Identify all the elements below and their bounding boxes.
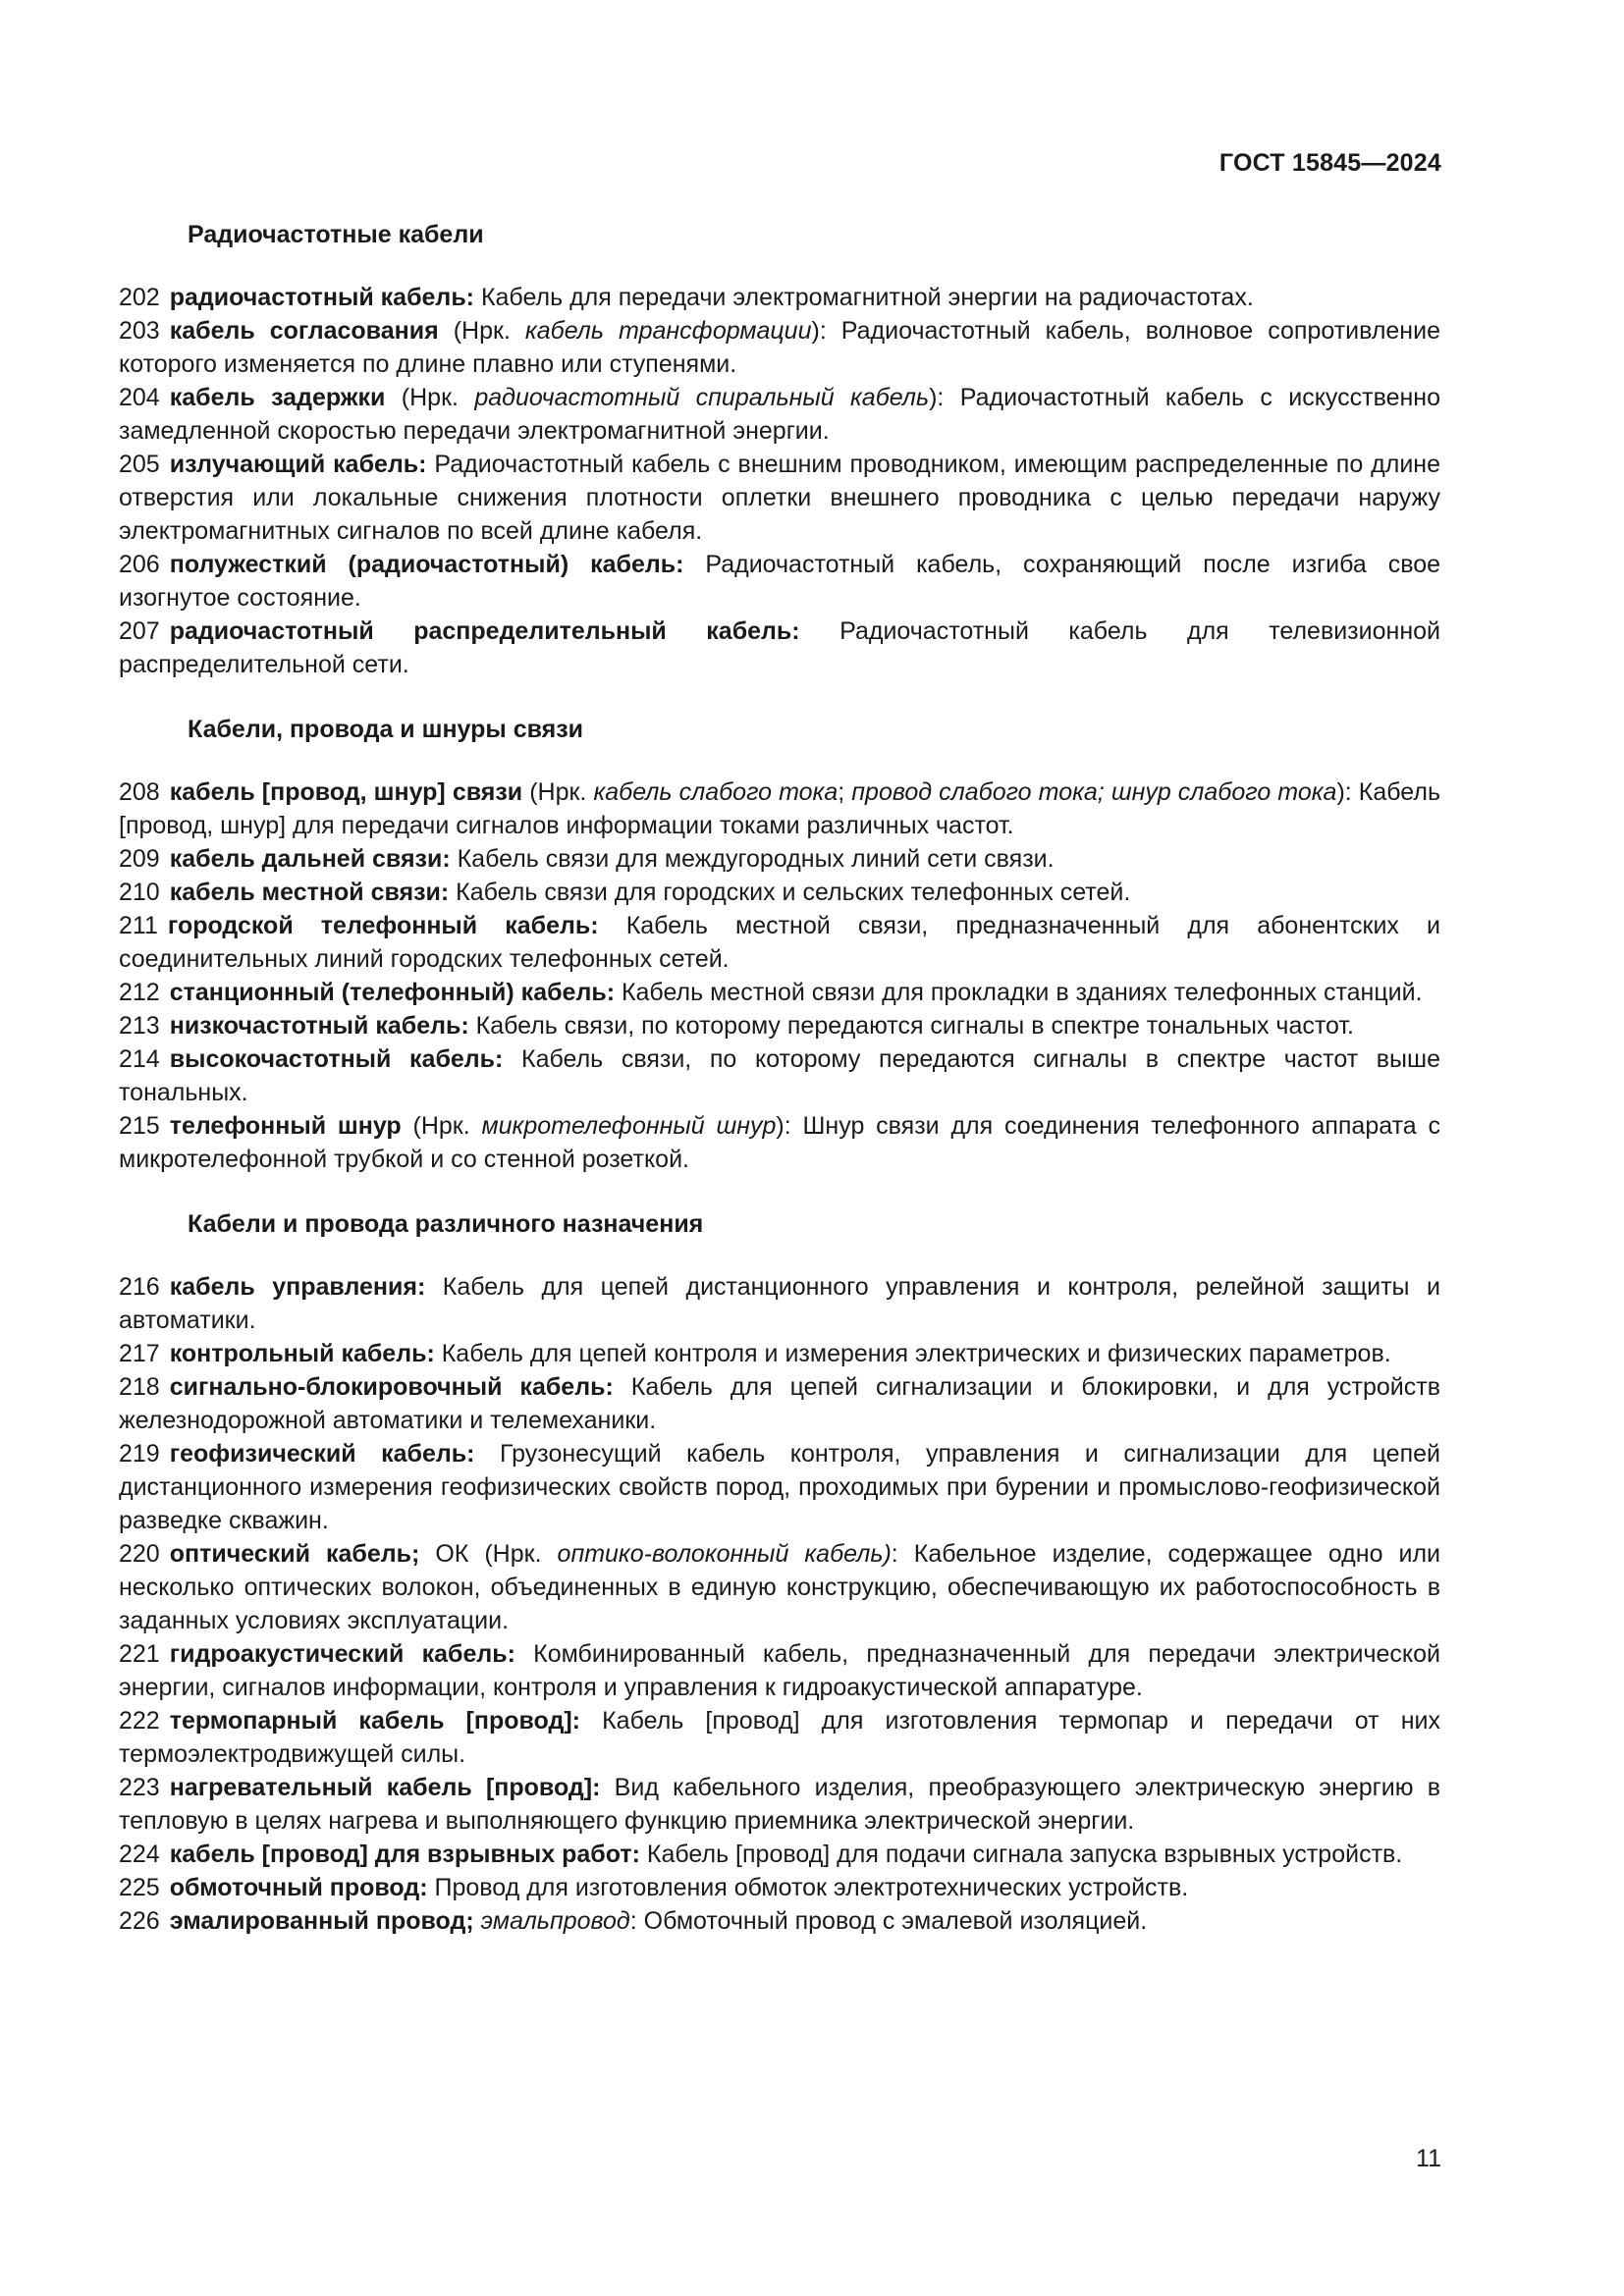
term-entry bbox=[119, 1109, 1440, 1176]
term-name: кабель согласования bbox=[169, 317, 439, 345]
term-text: : Обмоточный провод с эмалевой изоляцией. bbox=[629, 1907, 1148, 1935]
term-number: 213 bbox=[119, 1012, 160, 1040]
term-text: Кабель связи для междугородных линий сети связи. bbox=[450, 845, 1055, 873]
term-number: 205 bbox=[119, 451, 160, 478]
term-name: городской телефонный кабель: bbox=[167, 912, 599, 939]
term-name: станционный (телефонный) кабель: bbox=[169, 979, 616, 1006]
term-synonym: провод слабого тока; шнур слабого тока bbox=[851, 778, 1337, 806]
term-entry bbox=[119, 1537, 1440, 1637]
term-number: 223 bbox=[119, 1774, 160, 1801]
term-entry bbox=[119, 1370, 1440, 1437]
term-number: 220 bbox=[119, 1540, 160, 1568]
term-text: Кабель для цепей контроля и измерения электрических и физических параметров. bbox=[434, 1340, 1391, 1367]
term-entry bbox=[119, 281, 1440, 314]
term-text: ОК (Нрк. bbox=[419, 1540, 558, 1568]
term-name: излучающий кабель: bbox=[169, 451, 427, 478]
term-entry bbox=[119, 448, 1440, 548]
term-text: Кабель [провод] для изготовления термопар и передачи от них термоэлектродвижущей силы. bbox=[119, 1707, 1440, 1768]
term-text: Кабель для передачи электромагнитной энергии на радиочастотах. bbox=[474, 284, 1254, 311]
term-name: контрольный кабель: bbox=[169, 1340, 435, 1367]
term-number: 204 bbox=[119, 384, 160, 411]
term-name: полужесткий (радиочастотный) кабель: bbox=[169, 551, 684, 578]
term-number: 207 bbox=[119, 617, 160, 645]
term-text: ): Радиочастотный кабель, волновое сопротивление которого изменяется по длине плавно или ступенями. bbox=[119, 317, 1440, 378]
term-text: Провод для изготовления обмоток электротехнических устройств. bbox=[427, 1874, 1189, 1901]
term-entry bbox=[119, 1637, 1440, 1704]
term-number: 202 bbox=[119, 284, 160, 311]
term-text: Радиочастотный кабель для телевизионной распределительной сети. bbox=[119, 617, 1440, 678]
term-name: кабель местной связи: bbox=[169, 879, 450, 906]
term-number: 203 bbox=[119, 317, 160, 345]
term-number: 211 bbox=[119, 912, 158, 939]
term-text: Комбинированный кабель, предназначенный для передачи электрической энергии, сигналов информации, контроля и управления к гидроакустической аппаратуре. bbox=[119, 1640, 1440, 1701]
term-number: 224 bbox=[119, 1841, 160, 1868]
term-entry bbox=[119, 1704, 1440, 1771]
term-number: 210 bbox=[119, 879, 160, 906]
term-name: телефонный шнур bbox=[169, 1112, 402, 1140]
term-text: (Нрк. bbox=[522, 778, 594, 806]
term-entry bbox=[119, 1771, 1440, 1838]
term-text: Кабель местной связи для прокладки в зданиях телефонных станций. bbox=[615, 979, 1423, 1006]
term-text: ): Шнур связи для соединения телефонного аппарата с микротелефонной трубкой и со стенной розеткой. bbox=[119, 1112, 1440, 1173]
term-number: 214 bbox=[119, 1045, 160, 1073]
term-entry bbox=[119, 1042, 1440, 1109]
term-text: ): Кабель [провод, шнур] для передачи сигналов информации токами различных частот. bbox=[119, 778, 1440, 839]
term-entry bbox=[119, 876, 1440, 909]
term-text: : Кабельное изделие, содержащее одно или несколько оптических волокон, объединенных в единую конструкцию, обеспечивающую их работоспособность в заданных условиях эксплуатации. bbox=[119, 1540, 1441, 1634]
term-number: 218 bbox=[119, 1373, 160, 1401]
term-entry bbox=[119, 1437, 1440, 1537]
term-name: термопарный кабель [провод]: bbox=[169, 1707, 581, 1735]
term-number: 216 bbox=[119, 1273, 160, 1301]
term-entry bbox=[119, 1838, 1440, 1871]
section-title: Радиочастотные кабели bbox=[188, 221, 484, 248]
term-name: низкочастотный кабель: bbox=[169, 1012, 469, 1040]
term-text: ): Радиочастотный кабель с искусственно замедленной скоростью передачи электромагнитной энергии. bbox=[119, 384, 1441, 445]
term-name: оптический кабель; bbox=[169, 1540, 420, 1568]
term-text: Кабель связи, по которому передаются сигналы в спектре частот выше тональных. bbox=[119, 1045, 1440, 1106]
section-title: Кабели и провода различного назначения bbox=[188, 1210, 704, 1238]
term-number: 226 bbox=[119, 1907, 160, 1935]
term-entry bbox=[119, 909, 1440, 976]
term-entry bbox=[119, 1337, 1440, 1370]
term-name: нагревательный кабель [провод]: bbox=[169, 1774, 601, 1801]
term-text: Кабель связи, по которому передаются сигналы в спектре тональных частот. bbox=[468, 1012, 1355, 1040]
term-name: высокочастотный кабель: bbox=[169, 1045, 504, 1073]
term-text: (Нрк. bbox=[401, 1112, 482, 1140]
term-entry bbox=[119, 1871, 1440, 1904]
term-text: Кабель для цепей сигнализации и блокировки, и для устройств железнодорожной автоматики и телемеханики. bbox=[119, 1373, 1440, 1434]
term-number: 225 bbox=[119, 1874, 160, 1901]
terms-content bbox=[119, 218, 1440, 1938]
section-title: Кабели, провода и шнуры связи bbox=[188, 716, 584, 743]
term-text: Радиочастотный кабель, сохраняющий после изгиба свое изогнутое состояние. bbox=[119, 551, 1440, 612]
term-entry bbox=[119, 842, 1440, 876]
term-name: геофизический кабель: bbox=[169, 1440, 475, 1468]
term-entry bbox=[119, 976, 1440, 1009]
term-name: эмалированный провод; bbox=[169, 1907, 474, 1935]
term-number: 217 bbox=[119, 1340, 160, 1367]
term-name: кабель задержки bbox=[169, 384, 386, 411]
term-name: кабель [провод, шнур] связи bbox=[169, 778, 523, 806]
term-text: Кабель для цепей дистанционного управления и контроля, релейной защиты и автоматики. bbox=[119, 1273, 1440, 1334]
term-entry bbox=[119, 1270, 1440, 1337]
term-synonym: эмальпровод bbox=[480, 1907, 630, 1935]
term-number: 209 bbox=[119, 845, 160, 873]
term-entry bbox=[119, 1904, 1440, 1938]
term-text: ; bbox=[838, 778, 852, 806]
term-synonym: кабель слабого тока bbox=[593, 778, 839, 806]
term-entry bbox=[119, 314, 1440, 381]
term-name: радиочастотный распределительный кабель: bbox=[169, 617, 800, 645]
term-entry bbox=[119, 381, 1440, 448]
standard-header: ГОСТ 15845—2024 bbox=[1218, 149, 1441, 177]
term-name: кабель [провод] для взрывных работ: bbox=[169, 1841, 640, 1868]
term-number: 208 bbox=[119, 778, 160, 806]
term-entry bbox=[119, 548, 1440, 614]
term-number: 219 bbox=[119, 1440, 160, 1468]
term-text: Вид кабельного изделия, преобразующего электрическую энергию в тепловую в целях нагрева и выполняющего функцию приемника электрической энергии. bbox=[119, 1774, 1441, 1835]
term-text: (Нрк. bbox=[385, 384, 475, 411]
term-entry bbox=[119, 614, 1440, 681]
term-name: кабель дальней связи: bbox=[169, 845, 451, 873]
term-name: гидроакустический кабель: bbox=[169, 1640, 515, 1668]
term-text: (Нрк. bbox=[438, 317, 525, 345]
term-text: Радиочастотный кабель с внешним проводником, имеющим распределенные по длине отверстия или локальные снижения плотности оплетки внешнего проводника с целью передачи наружу электромагнитных сигналов по всей длине кабеля. bbox=[119, 451, 1440, 545]
term-text bbox=[474, 1907, 481, 1935]
term-synonym: оптико-волоконный кабель) bbox=[557, 1540, 892, 1568]
term-synonym: радиочастотный спиральный кабель bbox=[474, 384, 930, 411]
term-number: 215 bbox=[119, 1112, 160, 1140]
term-name: обмоточный провод: bbox=[169, 1874, 428, 1901]
term-number: 212 bbox=[119, 979, 160, 1006]
term-synonym: кабель трансформации bbox=[524, 317, 812, 345]
term-text: Кабель связи для городских и сельских телефонных сетей. bbox=[449, 879, 1131, 906]
term-synonym: микротелефонный шнур bbox=[481, 1112, 777, 1140]
term-name: сигнально-блокировочный кабель: bbox=[169, 1373, 614, 1401]
page-number: 11 bbox=[1416, 2145, 1441, 2172]
term-text: Кабель [провод] для подачи сигнала запуска взрывных устройств. bbox=[639, 1841, 1403, 1868]
term-text: Кабель местной связи, предназначенный для абонентских и соединительных линий городских телефонных сетей. bbox=[119, 912, 1440, 973]
term-number: 221 bbox=[119, 1640, 160, 1668]
term-name: радиочастотный кабель: bbox=[169, 284, 475, 311]
term-entry bbox=[119, 1009, 1440, 1042]
term-text: Грузонесущий кабель контроля, управления и сигнализации для цепей дистанционного измерения геофизических свойств пород, проходимых при бурении и промыслово-геофизической разведке скважин. bbox=[119, 1440, 1440, 1534]
term-number: 206 bbox=[119, 551, 160, 578]
term-number: 222 bbox=[119, 1707, 160, 1735]
term-name: кабель управления: bbox=[169, 1273, 426, 1301]
term-entry bbox=[119, 775, 1440, 842]
